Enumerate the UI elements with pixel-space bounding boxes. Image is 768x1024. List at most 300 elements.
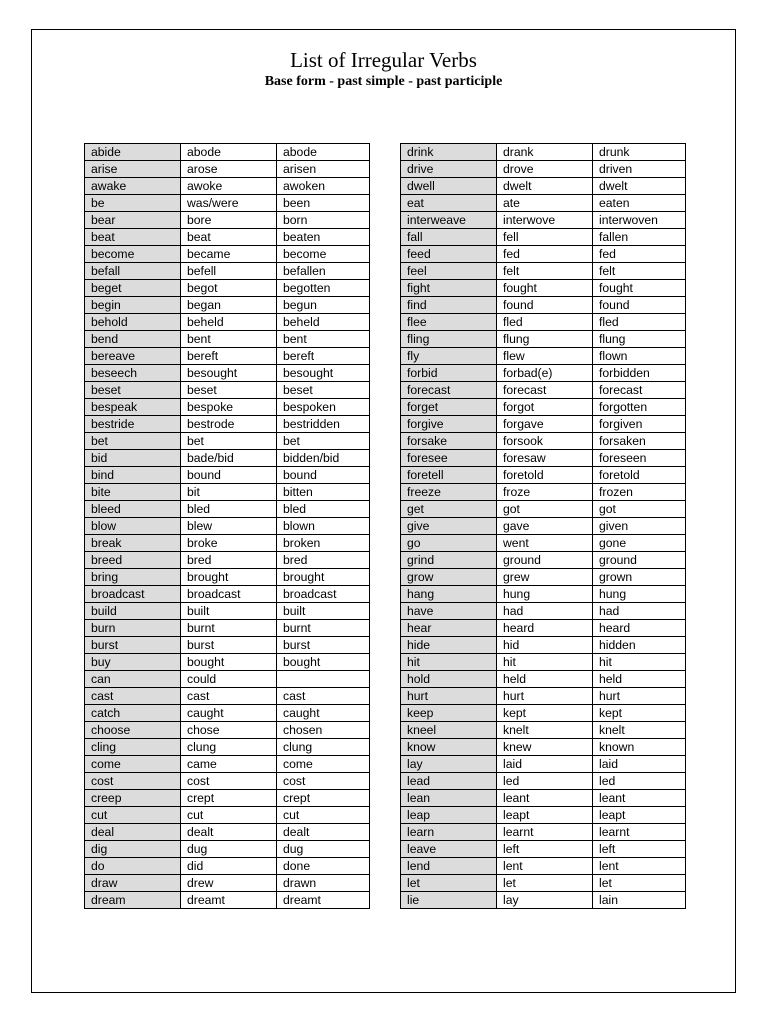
verb-row [85,858,370,875]
base-form-cell: hurt [401,688,497,705]
base-form-cell: flee [401,314,497,331]
past-participle-cell: besought [277,365,370,382]
verb-row [401,484,686,501]
past-simple-cell: began [181,297,277,314]
past-simple-cell: knelt [497,722,593,739]
past-simple-cell: laid [497,756,593,773]
page-subtitle: Base form - past simple - past participle [264,74,503,89]
base-form-cell: become [85,246,181,263]
past-participle-cell: laid [593,756,686,773]
base-form-cell: bid [85,450,181,467]
verb-row [85,144,370,161]
past-simple-cell: hid [497,637,593,654]
past-simple-cell: bound [181,467,277,484]
past-participle-cell: foretold [593,467,686,484]
base-form-cell: lay [401,756,497,773]
verb-row [85,518,370,535]
base-form-cell: beseech [85,365,181,382]
past-simple-cell: dealt [181,824,277,841]
past-simple-cell: built [181,603,277,620]
verb-row [85,382,370,399]
past-participle-cell: beset [277,382,370,399]
verb-row [401,824,686,841]
verb-row [401,280,686,297]
past-simple-cell: crept [181,790,277,807]
base-form-cell: forecast [401,382,497,399]
past-participle-cell: leant [593,790,686,807]
past-simple-cell: held [497,671,593,688]
past-simple-cell: broadcast [181,586,277,603]
base-form-cell: foresee [401,450,497,467]
past-participle-cell: frozen [593,484,686,501]
verb-row [85,824,370,841]
base-form-cell: forgive [401,416,497,433]
past-participle-cell: felt [593,263,686,280]
past-participle-cell: begotten [277,280,370,297]
past-simple-cell: found [497,297,593,314]
past-simple-cell: ate [497,195,593,212]
base-form-cell: can [85,671,181,688]
verb-row [85,263,370,280]
past-participle-cell: bet [277,433,370,450]
base-form-cell: beset [85,382,181,399]
base-form-cell: fling [401,331,497,348]
past-participle-cell: fallen [593,229,686,246]
base-form-cell: build [85,603,181,620]
verb-row [85,178,370,195]
verb-row [85,586,370,603]
past-participle-cell: known [593,739,686,756]
base-form-cell: cut [85,807,181,824]
base-form-cell: grow [401,569,497,586]
base-form-cell: beget [85,280,181,297]
verb-row [401,144,686,161]
base-form-cell: burst [85,637,181,654]
verb-row [401,178,686,195]
base-form-cell: bestride [85,416,181,433]
base-form-cell: bend [85,331,181,348]
past-simple-cell: forecast [497,382,593,399]
verb-row [85,739,370,756]
verb-row [401,620,686,637]
past-participle-cell: become [277,246,370,263]
verb-row [401,654,686,671]
past-simple-cell: did [181,858,277,875]
base-form-cell: go [401,535,497,552]
verb-row [401,552,686,569]
past-simple-cell: brought [181,569,277,586]
past-participle-cell: built [277,603,370,620]
past-participle-cell: learnt [593,824,686,841]
past-participle-cell: bled [277,501,370,518]
past-participle-cell: awoken [277,178,370,195]
past-simple-cell: hit [497,654,593,671]
past-participle-cell: dealt [277,824,370,841]
past-participle-cell: driven [593,161,686,178]
verb-row [401,501,686,518]
past-participle-cell: bound [277,467,370,484]
base-form-cell: foretell [401,467,497,484]
past-simple-cell: dug [181,841,277,858]
base-form-cell: blow [85,518,181,535]
past-simple-cell: drove [497,161,593,178]
verb-row [85,416,370,433]
verb-row [85,501,370,518]
base-form-cell: cling [85,739,181,756]
past-simple-cell: drank [497,144,593,161]
verb-row [85,705,370,722]
past-simple-cell: hung [497,586,593,603]
verb-row [85,892,370,909]
past-participle-cell: hit [593,654,686,671]
past-participle-cell: lent [593,858,686,875]
base-form-cell: deal [85,824,181,841]
past-simple-cell: blew [181,518,277,535]
past-participle-cell: dwelt [593,178,686,195]
past-simple-cell: bade/bid [181,450,277,467]
base-form-cell: forget [401,399,497,416]
past-simple-cell: cost [181,773,277,790]
past-participle-cell: begun [277,297,370,314]
base-form-cell: leap [401,807,497,824]
past-participle-cell: been [277,195,370,212]
base-form-cell: hang [401,586,497,603]
verb-row [401,773,686,790]
past-participle-cell: knelt [593,722,686,739]
past-simple-cell: bred [181,552,277,569]
past-simple-cell: besought [181,365,277,382]
verb-row [85,773,370,790]
past-simple-cell: bent [181,331,277,348]
past-participle-cell: forsaken [593,433,686,450]
base-form-cell: be [85,195,181,212]
base-form-cell: keep [401,705,497,722]
verb-row [401,450,686,467]
past-simple-cell: froze [497,484,593,501]
past-simple-cell: was/were [181,195,277,212]
base-form-cell: lend [401,858,497,875]
verb-row [85,807,370,824]
past-participle-cell: born [277,212,370,229]
base-form-cell: lie [401,892,497,909]
past-participle-cell: heard [593,620,686,637]
verb-row [401,195,686,212]
verb-row [85,535,370,552]
past-participle-cell: caught [277,705,370,722]
past-participle-cell: bitten [277,484,370,501]
past-simple-cell: forbad(e) [497,365,593,382]
base-form-cell: do [85,858,181,875]
past-participle-cell: led [593,773,686,790]
past-simple-cell: felt [497,263,593,280]
base-form-cell: bring [85,569,181,586]
past-simple-cell: forsook [497,433,593,450]
past-simple-cell: drew [181,875,277,892]
past-participle-cell: abode [277,144,370,161]
verb-row [85,484,370,501]
past-participle-cell: bred [277,552,370,569]
base-form-cell: bite [85,484,181,501]
past-simple-cell: bought [181,654,277,671]
base-form-cell: leave [401,841,497,858]
past-simple-cell: bit [181,484,277,501]
past-simple-cell: heard [497,620,593,637]
base-form-cell: hear [401,620,497,637]
verb-row [401,399,686,416]
verb-row [401,739,686,756]
past-participle-cell: broken [277,535,370,552]
verb-row [85,637,370,654]
verb-row [85,195,370,212]
verb-row [401,246,686,263]
past-participle-cell: let [593,875,686,892]
verb-row [85,620,370,637]
past-simple-cell: led [497,773,593,790]
base-form-cell: get [401,501,497,518]
verb-row [401,382,686,399]
verb-row [85,246,370,263]
past-participle-cell: ground [593,552,686,569]
past-simple-cell: chose [181,722,277,739]
base-form-cell: hide [401,637,497,654]
past-simple-cell: grew [497,569,593,586]
past-simple-cell: bereft [181,348,277,365]
past-simple-cell: fled [497,314,593,331]
past-participle-cell: befallen [277,263,370,280]
past-participle-cell: clung [277,739,370,756]
base-form-cell: creep [85,790,181,807]
past-participle-cell: dreamt [277,892,370,909]
base-form-cell: hit [401,654,497,671]
verb-row [85,688,370,705]
base-form-cell: bet [85,433,181,450]
past-participle-cell: lain [593,892,686,909]
base-form-cell: choose [85,722,181,739]
base-form-cell: forsake [401,433,497,450]
verb-row [85,722,370,739]
past-participle-cell: bidden/bid [277,450,370,467]
past-participle-cell: drawn [277,875,370,892]
past-simple-cell: abode [181,144,277,161]
past-simple-cell: learnt [497,824,593,841]
base-form-cell: dream [85,892,181,909]
base-form-cell: eat [401,195,497,212]
past-participle-cell: done [277,858,370,875]
verb-row [85,212,370,229]
verb-row [401,331,686,348]
past-simple-cell: bled [181,501,277,518]
base-form-cell: burn [85,620,181,637]
past-participle-cell: beaten [277,229,370,246]
past-participle-cell: forecast [593,382,686,399]
base-form-cell: arise [85,161,181,178]
past-participle-cell: cost [277,773,370,790]
base-form-cell: begin [85,297,181,314]
past-simple-cell: let [497,875,593,892]
verb-row [85,348,370,365]
verb-row [85,875,370,892]
past-simple-cell: flew [497,348,593,365]
past-participle-cell: bent [277,331,370,348]
base-form-cell: learn [401,824,497,841]
verb-row [85,450,370,467]
page-title: List of Irregular Verbs [290,48,477,72]
past-simple-cell: got [497,501,593,518]
document-page [31,29,736,993]
past-simple-cell: fought [497,280,593,297]
base-form-cell: fight [401,280,497,297]
verb-row [401,365,686,382]
base-form-cell: fly [401,348,497,365]
verb-row [401,671,686,688]
past-simple-cell: knew [497,739,593,756]
base-form-cell: kneel [401,722,497,739]
past-simple-cell: fed [497,246,593,263]
past-participle-cell: fought [593,280,686,297]
base-form-cell: have [401,603,497,620]
past-participle-cell: chosen [277,722,370,739]
past-simple-cell: foresaw [497,450,593,467]
verb-row [401,688,686,705]
past-participle-cell: got [593,501,686,518]
base-form-cell: drink [401,144,497,161]
verb-row [85,790,370,807]
past-simple-cell: bore [181,212,277,229]
verb-row [85,399,370,416]
base-form-cell: bereave [85,348,181,365]
verb-row [401,467,686,484]
verb-row [85,654,370,671]
past-simple-cell: befell [181,263,277,280]
verb-row [401,807,686,824]
past-simple-cell: begot [181,280,277,297]
past-simple-cell: broke [181,535,277,552]
verb-row [85,603,370,620]
verb-row [85,671,370,688]
past-simple-cell: dwelt [497,178,593,195]
base-form-cell: bear [85,212,181,229]
base-form-cell: lean [401,790,497,807]
past-simple-cell: bestrode [181,416,277,433]
past-simple-cell: bet [181,433,277,450]
verb-row [401,314,686,331]
past-participle-cell: cut [277,807,370,824]
past-participle-cell: forgotten [593,399,686,416]
past-simple-cell: burst [181,637,277,654]
base-form-cell: dwell [401,178,497,195]
past-participle-cell: foreseen [593,450,686,467]
past-simple-cell: left [497,841,593,858]
base-form-cell: give [401,518,497,535]
verb-row [401,892,686,909]
verb-row [401,841,686,858]
base-form-cell: broadcast [85,586,181,603]
base-form-cell: freeze [401,484,497,501]
past-participle-cell: arisen [277,161,370,178]
base-form-cell: breed [85,552,181,569]
base-form-cell: let [401,875,497,892]
past-participle-cell: crept [277,790,370,807]
past-participle-cell: eaten [593,195,686,212]
base-form-cell: break [85,535,181,552]
verb-row [85,433,370,450]
past-participle-cell: leapt [593,807,686,824]
verb-row [401,603,686,620]
base-form-cell: befall [85,263,181,280]
verb-row [401,416,686,433]
base-form-cell: awake [85,178,181,195]
past-participle-cell: forgiven [593,416,686,433]
base-form-cell: bleed [85,501,181,518]
past-simple-cell: caught [181,705,277,722]
verb-row [85,331,370,348]
past-simple-cell: arose [181,161,277,178]
verb-row [401,518,686,535]
past-simple-cell: leant [497,790,593,807]
verb-row [401,229,686,246]
past-simple-cell: beat [181,229,277,246]
past-simple-cell: bespoke [181,399,277,416]
past-participle-cell: kept [593,705,686,722]
base-form-cell: grind [401,552,497,569]
base-form-cell: buy [85,654,181,671]
past-simple-cell: came [181,756,277,773]
past-simple-cell: gave [497,518,593,535]
past-participle-cell: grown [593,569,686,586]
verb-row [401,535,686,552]
past-simple-cell: cast [181,688,277,705]
verb-row [85,314,370,331]
verb-row [85,161,370,178]
base-form-cell: dig [85,841,181,858]
verb-table-right [400,143,686,909]
verb-row [85,569,370,586]
verb-row [401,858,686,875]
past-participle-cell: brought [277,569,370,586]
past-simple-cell: dreamt [181,892,277,909]
past-participle-cell: hurt [593,688,686,705]
base-form-cell: find [401,297,497,314]
past-simple-cell: beset [181,382,277,399]
past-simple-cell: leapt [497,807,593,824]
verb-row [401,263,686,280]
past-participle-cell: left [593,841,686,858]
past-participle-cell: flung [593,331,686,348]
base-form-cell: hold [401,671,497,688]
base-form-cell: catch [85,705,181,722]
base-form-cell: behold [85,314,181,331]
past-participle-cell: beheld [277,314,370,331]
past-participle-cell: cast [277,688,370,705]
verb-row [401,586,686,603]
base-form-cell: bind [85,467,181,484]
verb-table-left [84,143,370,909]
past-participle-cell: fled [593,314,686,331]
past-simple-cell: forgot [497,399,593,416]
base-form-cell: lead [401,773,497,790]
past-simple-cell: beheld [181,314,277,331]
past-participle-cell: burst [277,637,370,654]
past-participle-cell: broadcast [277,586,370,603]
verb-row [401,756,686,773]
verb-row [85,229,370,246]
past-participle-cell: forbidden [593,365,686,382]
past-simple-cell: flung [497,331,593,348]
base-form-cell: forbid [401,365,497,382]
past-participle-cell: drunk [593,144,686,161]
past-simple-cell: ground [497,552,593,569]
verb-row [85,297,370,314]
